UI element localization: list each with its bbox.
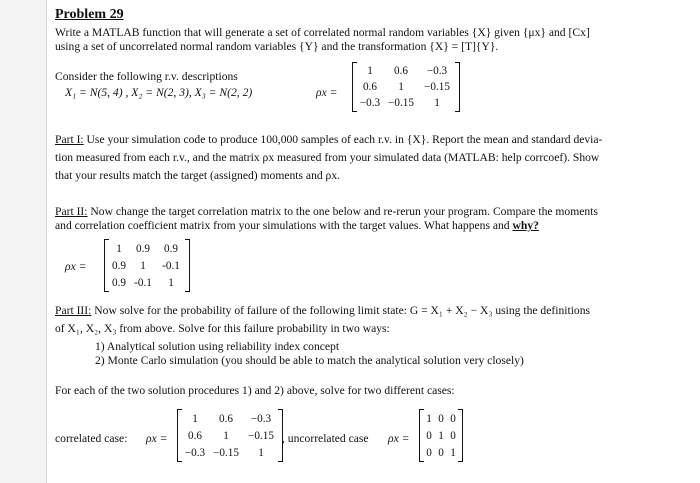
matrix-cell: 0: [438, 412, 444, 425]
matrix-cell: −0.15: [248, 429, 274, 442]
matrix-cell: 1: [434, 97, 440, 109]
matrix-cell: 1: [367, 65, 373, 77]
matrix-cell: 0.6: [188, 429, 202, 442]
matrix-cell: 0: [450, 412, 456, 425]
problem-title: Problem 29: [55, 7, 124, 22]
part1-text-1: Use your simulation code to produce 100,000 samples of each r.v. in {X}. Report the mean and standard devia-: [83, 133, 603, 146]
matrix-left-bracket: [104, 239, 109, 292]
matrix-cell: 1: [398, 81, 404, 93]
matrix-cell: 0.9: [136, 242, 150, 255]
uncorrelated-matrix: [423, 410, 459, 461]
matrix-cell: −0.15: [213, 446, 239, 459]
matrix-cell: 1: [438, 429, 444, 442]
matrix-cell: 0.9: [112, 276, 126, 289]
matrix-cell: 0.6: [219, 412, 233, 425]
part1-line-3: that your results match the target (assigned) moments and ρx.: [55, 169, 341, 182]
uncorrelated-label: , uncorrelated case: [282, 432, 369, 445]
part3-text-1: Now solve for the probability of failure of the following limit state: G = X₁ + X₂ − X₃ using the definitions: [91, 304, 591, 317]
matrix-cell: 0.9: [164, 242, 178, 255]
matrix-cell: 0.9: [112, 259, 126, 272]
part1-line-1: [55, 133, 602, 147]
matrix-cell: −0.3: [359, 97, 381, 109]
part3-item-1: 1) Analytical solution using reliability index concept: [95, 340, 340, 353]
matrix-left-bracket: [177, 409, 182, 462]
matrix-cell: 1: [426, 412, 432, 425]
matrix-right-bracket: [458, 409, 463, 462]
matrix-cell: -0.1: [162, 259, 180, 272]
matrix-cell: 0: [426, 446, 432, 459]
part1-line-2: tion measured from each r.v., and the matrix ρx measured from your simulated data (MATLAB: help corrcoef). Show: [55, 151, 600, 164]
part2-line-2: [55, 219, 539, 233]
part2-text-1: Now change the target correlation matrix to the one below and re-rerun your program. Compare the moments: [87, 205, 598, 218]
matrix-cell: 1: [450, 446, 456, 459]
matrix-cell: 0.6: [394, 65, 408, 77]
matrix-cell: 0: [450, 429, 456, 442]
matrix-cell: 0: [426, 429, 432, 442]
matrix-cell: −0.3: [250, 412, 272, 425]
matrix-cell: 1: [192, 412, 198, 425]
matrix-cell: −0.3: [184, 446, 206, 459]
rho-label-2: ρx =: [65, 260, 87, 273]
part3-line-1: [55, 304, 590, 318]
matrix-cell: -0.1: [134, 276, 152, 289]
matrix-right-bracket: [185, 239, 190, 292]
part1-label: Part I:: [55, 133, 84, 146]
cases-heading: For each of the two solution procedures 1) and 2) above, solve for two different cases:: [55, 384, 455, 397]
matrix-cell: −0.15: [424, 81, 450, 93]
part2-line-1: [55, 205, 598, 219]
correlated-label: correlated case:: [55, 432, 128, 445]
intro-line-1: Write a MATLAB function that will generate a set of correlated normal random variables {X} given {μx} and [Cx]: [55, 26, 590, 39]
correlated-matrix: [181, 410, 279, 461]
uncorrelated-rho-label: ρx =: [388, 432, 410, 445]
matrix-cell: 0: [438, 446, 444, 459]
rho-label-1: ρx =: [316, 86, 338, 99]
part3-label: Part III:: [55, 304, 92, 317]
matrix-cell: −0.15: [388, 97, 414, 109]
matrix-cell: 1: [168, 276, 174, 289]
correlated-rho-label: ρx =: [146, 432, 168, 445]
matrix-cell: 1: [116, 242, 122, 255]
part3-item-2: 2) Monte Carlo simulation (you should be able to match the analytical solution very closely): [95, 354, 524, 367]
part2-label: Part II:: [55, 205, 88, 218]
matrix-cell: 1: [223, 429, 229, 442]
correlation-matrix-2: [108, 240, 186, 291]
rv-definitions: X₁ = N(5, 4) , X₂ = N(2, 3), X₃ = N(2, 2): [65, 86, 253, 99]
matrix-left-bracket: [419, 409, 424, 462]
matrix-cell: 1: [258, 446, 264, 459]
rv-heading: Consider the following r.v. descriptions: [55, 70, 238, 83]
matrix-cell: 1: [140, 259, 146, 272]
part3-line-2: of X₁, X₂, X₃ from above. Solve for this failure probability in two ways:: [55, 322, 390, 335]
matrix-cell: 0.6: [363, 81, 377, 93]
part2-text-2: and correlation coefficient matrix from your simulations with the target values. What happens and: [55, 219, 513, 232]
part2-why: why?: [512, 219, 539, 232]
matrix-left-bracket: [352, 62, 357, 112]
intro-line-2: using a set of uncorrelated normal random variables {Y} and the transformation {X} = [T]{Y}.: [55, 40, 499, 53]
correlation-matrix-1: [356, 63, 456, 111]
matrix-right-bracket: [455, 62, 460, 112]
matrix-cell: −0.3: [426, 65, 448, 77]
